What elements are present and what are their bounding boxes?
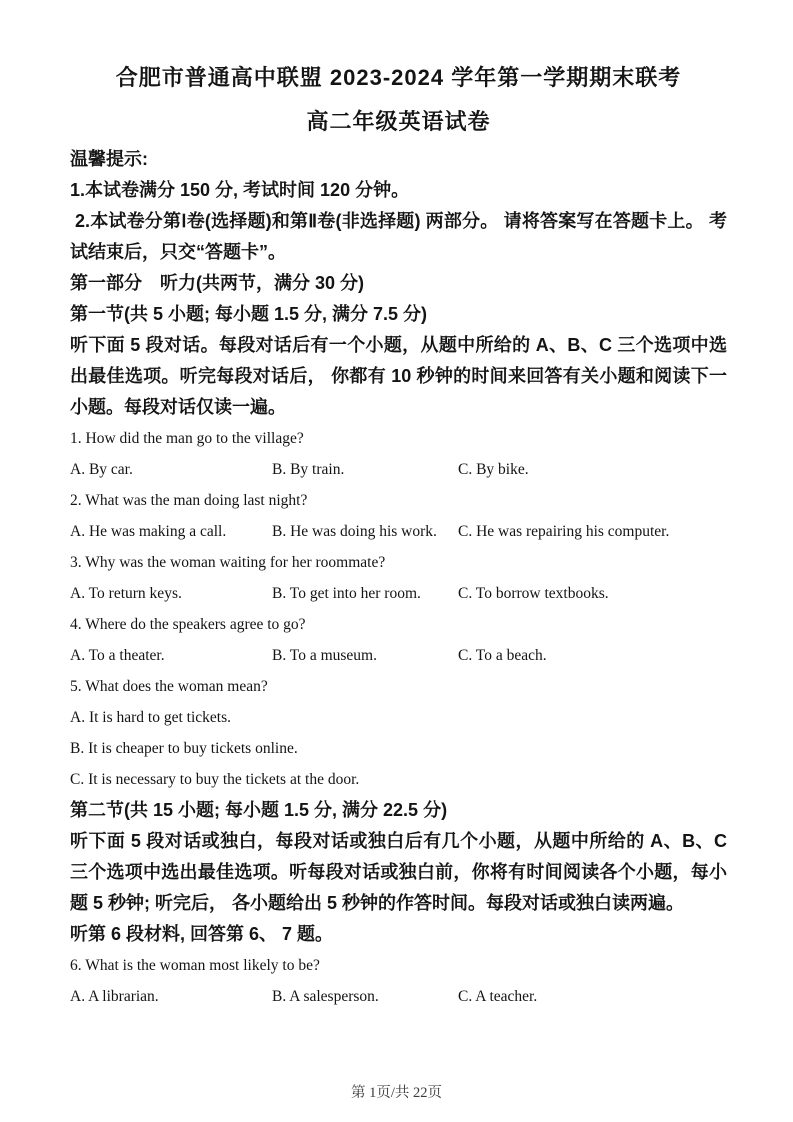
question-3-text: 3. Why was the woman waiting for her roommate? (70, 554, 386, 571)
material-6-heading: 听第 6 段材料, 回答第 6、 7 题。 (70, 924, 334, 944)
question-3-option-b: B. To get into her room. (272, 585, 421, 602)
question-2-text: 2. What was the man doing last night? (70, 492, 308, 509)
exam-title-line2: 高二年级英语试卷 (306, 109, 491, 134)
exam-title-line1: 合肥市普通高中联盟 2023-2024 学年第一学期期末联考 (115, 65, 682, 90)
question-4-option-b: B. To a museum. (272, 647, 377, 664)
section2-heading: 第二节(共 15 小题; 每小题 1.5 分, 满分 22.5 分) (70, 800, 448, 820)
part1-heading: 第一部分 听力(共两节，满分 30 分) (70, 273, 365, 293)
question-1-option-b: B. By train. (272, 461, 345, 478)
question-4-text: 4. Where do the speakers agree to go? (70, 616, 306, 633)
question-3-options (70, 578, 727, 609)
question-4-options (70, 640, 727, 671)
question-1-option-c: C. By bike. (458, 461, 529, 478)
exam-content (70, 56, 727, 1012)
question-3-option-a: A. To return keys. (70, 585, 182, 602)
question-6-text: 6. What is the woman most likely to be? (70, 957, 320, 974)
question-2-option-a: A. He was making a call. (70, 523, 227, 540)
notice-item-1: 1.本试卷满分 150 分, 考试时间 120 分钟。 (70, 180, 410, 200)
question-4-option-c: C. To a beach. (458, 647, 547, 664)
notice-label: 温馨提示: (70, 149, 148, 169)
notice-item-2: 2.本试卷分第Ⅰ卷(选择题)和第Ⅱ卷(非选择题) 两部分。 请将答案写在答题卡上。 考试结束后，只交“答题卡”。 (70, 211, 727, 262)
question-5-option-c: C. It is necessary to buy the tickets at the door. (70, 771, 360, 788)
section2-instructions: 听下面 5 段对话或独白，每段对话或独白后有几个小题，从题中所给的 A、B、C 三个选项中选出最佳选项。听每段对话或独白前，你将有时间阅读各个小题，每小题 5 秒钟; 听完后， 各小题给出 5 秒钟的作答时间。每段对话或独白读两遍。 (70, 831, 727, 913)
question-2-options (70, 516, 727, 547)
question-1-option-a: A. By car. (70, 461, 133, 478)
question-6-option-b: B. A salesperson. (272, 988, 379, 1005)
question-6-option-a: A. A librarian. (70, 988, 159, 1005)
question-2-option-b: B. He was doing his work. (272, 523, 437, 540)
question-5-option-a: A. It is hard to get tickets. (70, 709, 231, 726)
question-5-text: 5. What does the woman mean? (70, 678, 268, 695)
section1-instructions: 听下面 5 段对话。每段对话后有一个小题，从题中所给的 A、B、C 三个选项中选出最佳选项。听完每段对话后， 你都有 10 秒钟的时间来回答有关小题和阅读下一小题。每段对话仅读一遍。 (70, 335, 727, 417)
question-2-option-c: C. He was repairing his computer. (458, 523, 670, 540)
question-3-option-c: C. To borrow textbooks. (458, 585, 609, 602)
question-6-option-c: C. A teacher. (458, 988, 538, 1005)
question-5-option-b: B. It is cheaper to buy tickets online. (70, 740, 298, 757)
question-4-option-a: A. To a theater. (70, 647, 165, 664)
question-6-options (70, 981, 727, 1012)
question-1-text: 1. How did the man go to the village? (70, 430, 304, 447)
section1-heading: 第一节(共 5 小题; 每小题 1.5 分, 满分 7.5 分) (70, 304, 428, 324)
page-number: 第 1页/共 22页 (350, 1085, 443, 1101)
question-1-options (70, 454, 727, 485)
